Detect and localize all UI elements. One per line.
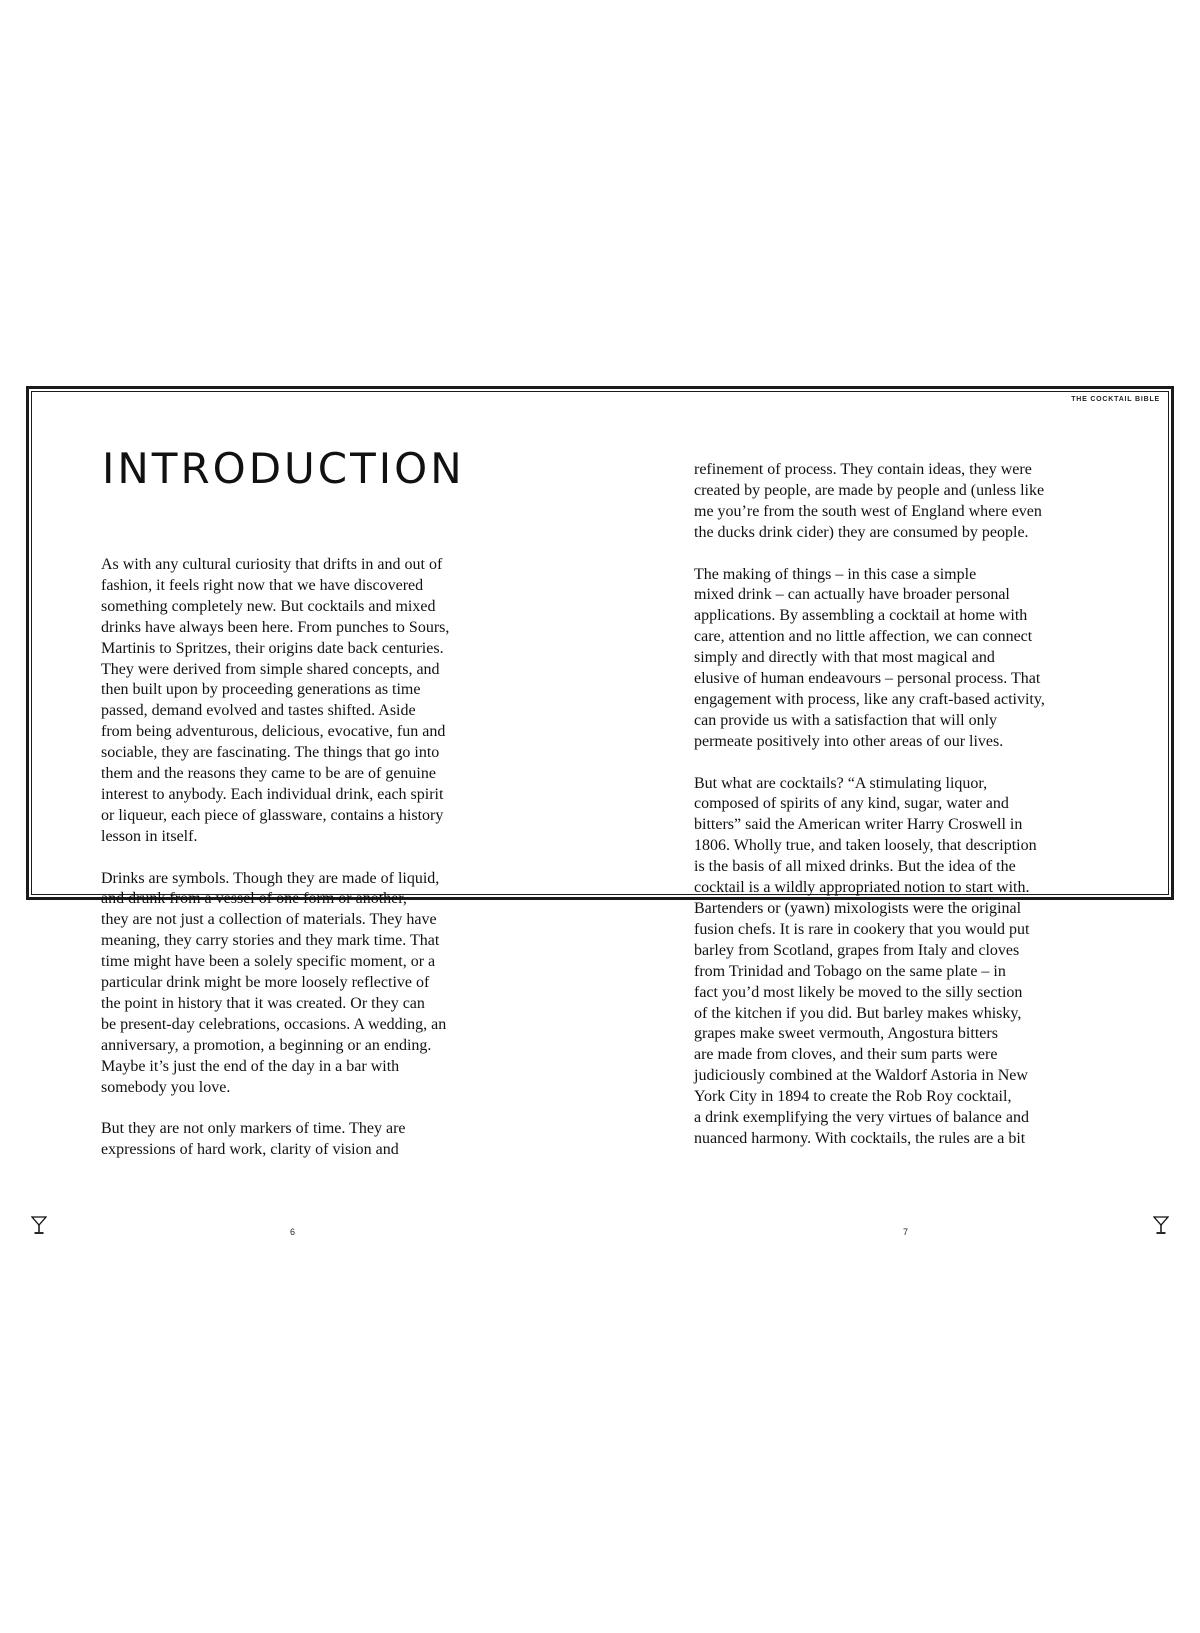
running-head: THE COCKTAIL BIBLE bbox=[1071, 396, 1160, 403]
cocktail-glass-icon bbox=[1153, 1215, 1169, 1235]
cocktail-glass-icon bbox=[31, 1215, 47, 1235]
body-paragraph: refinement of process. They contain ideas, they were created by people, are made by people and (unless like me you’re from the south west of England where even the ducks drink cider) they are consumed by people. bbox=[694, 461, 1045, 541]
page-number-left: 6 bbox=[290, 1227, 296, 1237]
body-paragraph: The making of things – in this case a simple mixed drink – can actually have broader personal applications. By assembling a cocktail at home with care, attention and no little affection, we can connect simply and directly with that most magical and elusive of human endeavours – personal process. That engagement with process, like any craft-based activity, can provide us with a satisfaction that will only permeate positively into other areas of our lives. bbox=[694, 565, 1045, 750]
body-paragraph: As with any cultural curiosity that drifts in and out of fashion, it feels right now that we have discovered something completely new. But cocktails and mixed drinks have always been here. From punches to Sours, Martinis to Spritzes, their origins date back centuries. They were derived from simple shared concepts, and then built upon by proceeding generations as time passed, demand evolved and tastes shifted. Aside from being adventurous, delicious, evocative, fun and sociable, they are fascinating. The things that go into them and the reasons they came to be are of genuine interest to anybody. Each individual drink, each spirit or liqueur, each piece of glassware, contains a history lesson in itself. bbox=[101, 556, 450, 845]
body-paragraph: But they are not only markers of time. They are expressions of hard work, clarity of vision and bbox=[101, 1120, 406, 1159]
body-paragraph: Drinks are symbols. Though they are made of liquid, and drunk from a vessel of one form or another, they are not just a collection of materials. They have meaning, they carry stories and they mark time. That time might have been a solely specific moment, or a particular drink might be more loosely reflective of the point in history that it was created. Or they can be present-day celebrations, occasions. A wedding, an anniversary, a promotion, a beginning or an ending. Maybe it’s just the end of the day in a bar with somebody you love. bbox=[101, 869, 447, 1096]
page-number-right: 7 bbox=[903, 1227, 909, 1237]
left-page-body bbox=[101, 555, 521, 1182]
body-paragraph: But what are cocktails? “A stimulating liquor, composed of spirits of any kind, sugar, water and bitters” said the American writer Harry Croswell in 1806. Wholly true, and taken loosely, that description is the basis of all mixed drinks. But the idea of the cocktail is a wildly appropriated notion to start with. Bartenders or (yawn) mixologists were the original fusion chefs. It is rare in cookery that you would put barley from Scotland, grapes from Italy and cloves from Trinidad and Tobago on the same plate – in fact you’d most likely be moved to the silly section of the kitchen if you did. But barley makes whisky, grapes make sweet vermouth, Angostura bitters are made from cloves, and their sum parts were judiciously combined at the Waldorf Astoria in New York City in 1894 to create the Rob Roy cocktail, a drink exemplifying the very virtues of balance and nuanced harmony. With cocktails, the rules are a bit bbox=[694, 774, 1037, 1147]
page-title: INTRODUCTION bbox=[102, 444, 465, 493]
right-page-body bbox=[694, 460, 1114, 1171]
